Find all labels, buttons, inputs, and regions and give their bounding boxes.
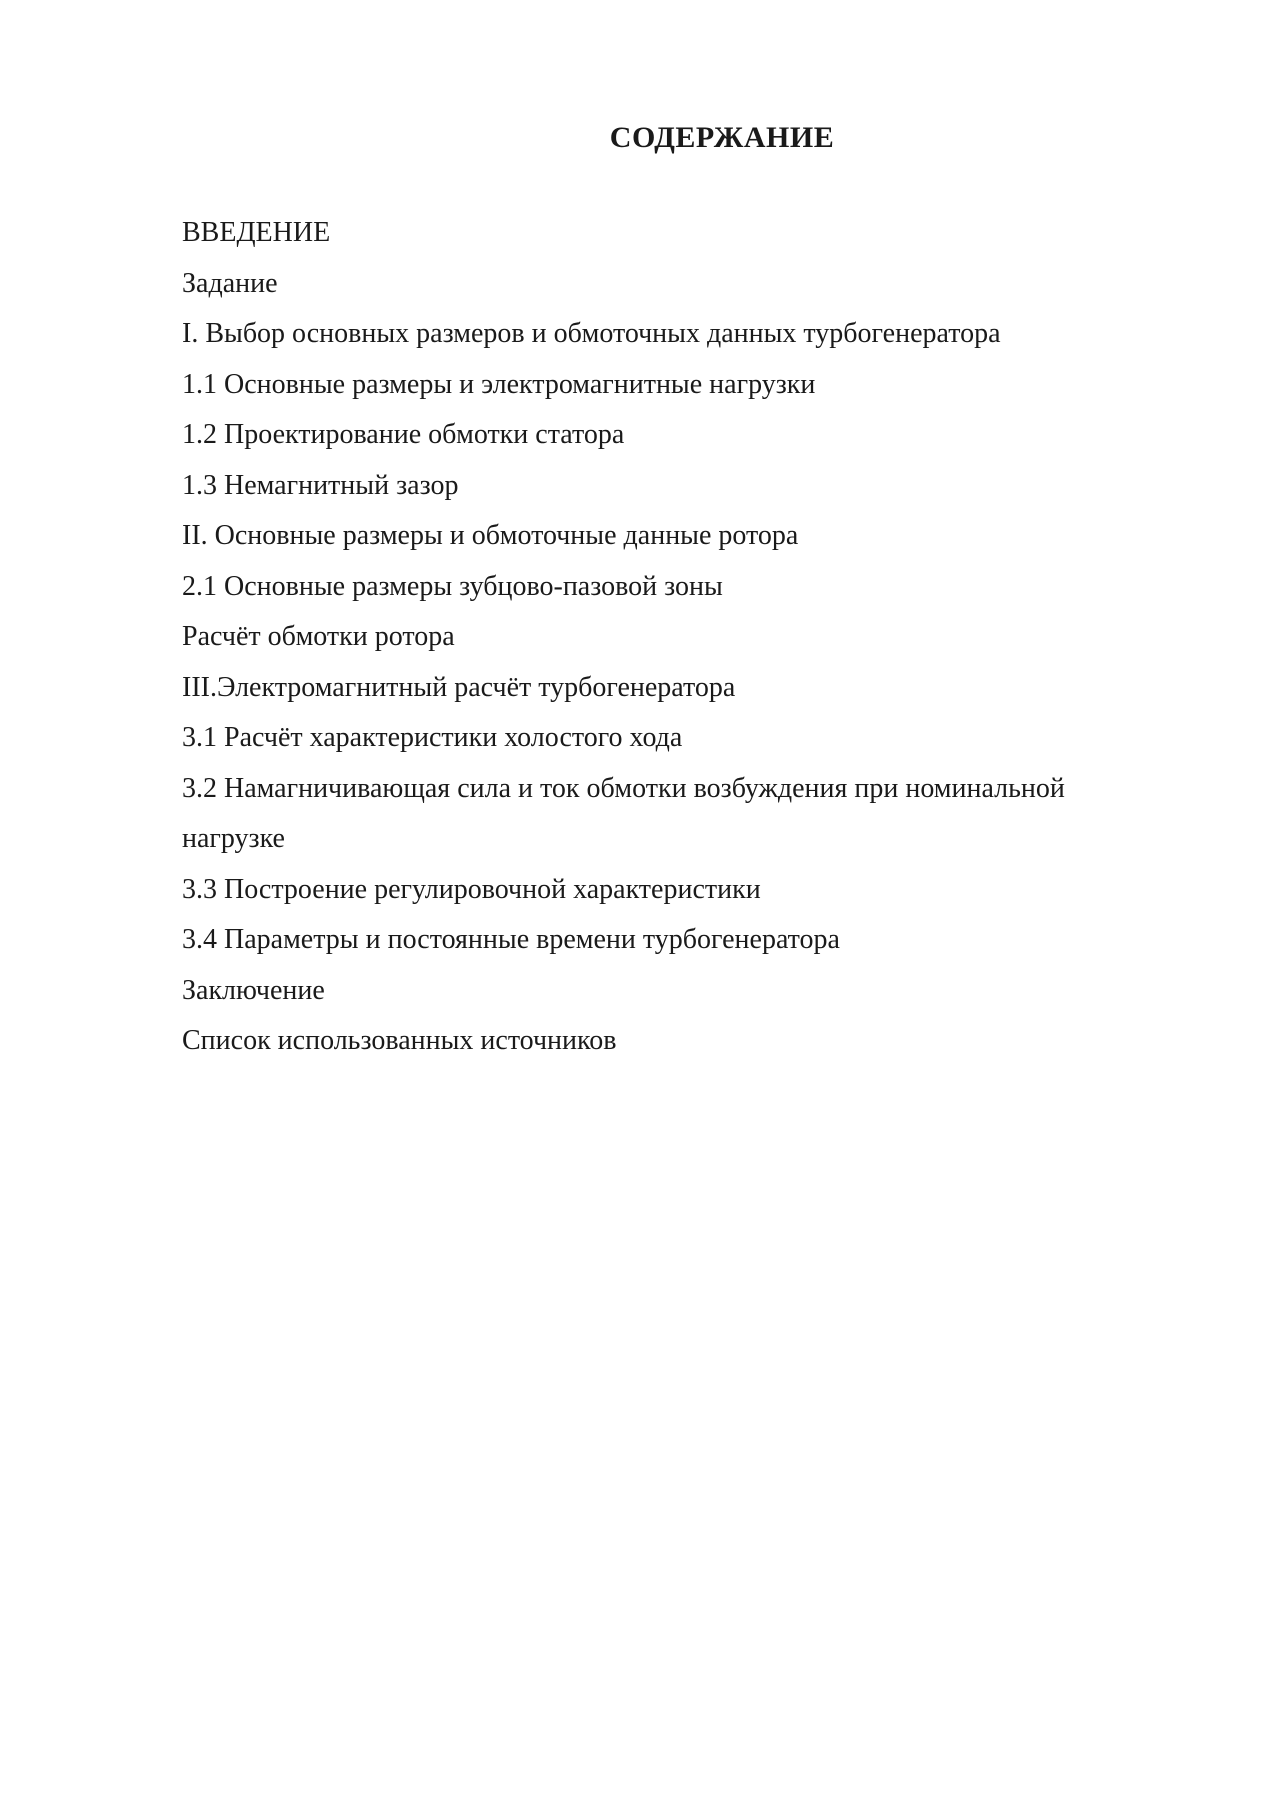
toc-item-1-3: 1.3 Немагнитный зазор: [182, 469, 459, 501]
toc-item-2-1: 2.1 Основные размеры зубцово-пазовой зоны: [182, 570, 723, 602]
toc-item-section-2: II. Основные размеры и обмоточные данные ротора: [182, 520, 799, 551]
toc-item-section-3: III.Электромагнитный расчёт турбогенератора: [182, 671, 736, 703]
toc-item-conclusion: Заключение: [182, 974, 325, 1006]
toc-item-1-1: 1.1 Основные размеры и электромагнитные нагрузки: [182, 368, 816, 400]
toc-item-references: Список использованных источников: [182, 1025, 617, 1056]
toc-item-section-1: I. Выбор основных размеров и обмоточных данных турбогенератора: [182, 318, 1001, 349]
table-of-contents: [182, 208, 1142, 1067]
toc-item-3-2: 3.2 Намагничивающая сила и ток обмотки возбуждения при номинальной нагрузке: [182, 772, 1065, 854]
toc-item-3-3: 3.3 Построение регулировочной характеристики: [182, 873, 761, 905]
toc-item-3-1: 3.1 Расчёт характеристики холостого хода: [182, 722, 683, 753]
toc-item-3-4: 3.4 Параметры и постоянные времени турбогенератора: [182, 924, 840, 955]
page-title: СОДЕРЖАНИЕ: [609, 121, 835, 154]
toc-item-rotor-winding: Расчёт обмотки ротора: [182, 621, 455, 652]
toc-item-introduction: ВВЕДЕНИЕ: [182, 217, 331, 248]
toc-item-assignment: Задание: [182, 267, 278, 299]
toc-item-1-2: 1.2 Проектирование обмотки статора: [182, 419, 625, 450]
